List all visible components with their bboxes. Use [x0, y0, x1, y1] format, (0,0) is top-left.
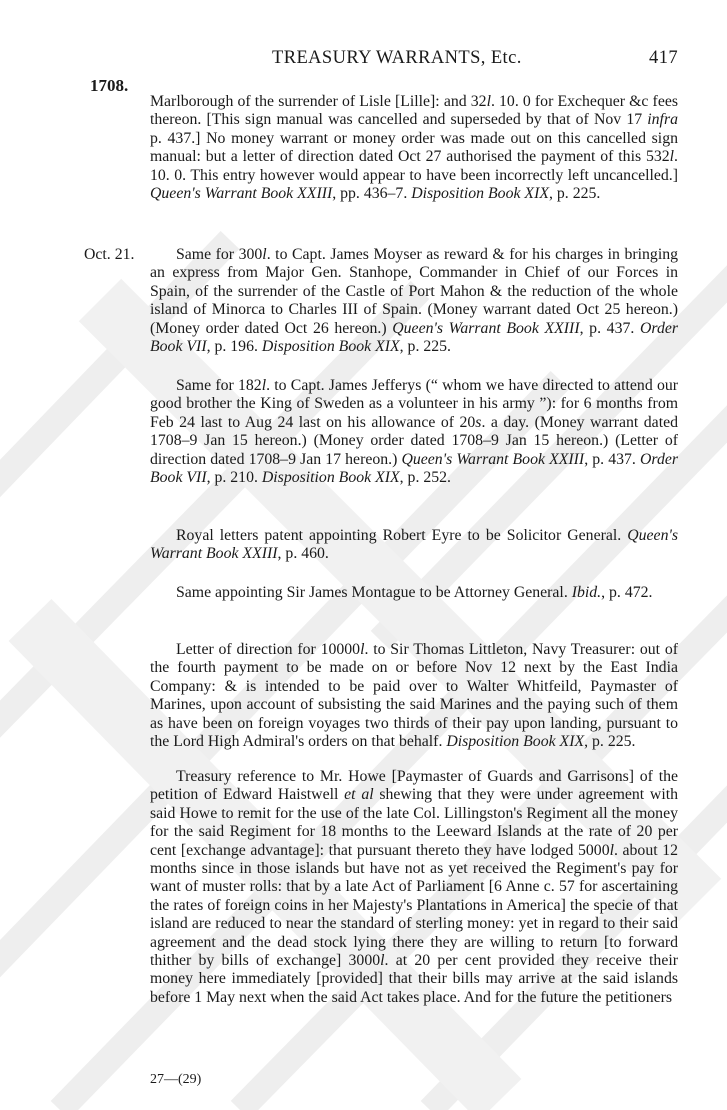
italic-text: Disposition Book XIX — [261, 338, 400, 356]
text-run: , p. 472. — [601, 584, 653, 601]
text-run: Treasury reference to Mr. Howe [Paymaster of Guards and Garrisons] of the petition of Edward Haistwell — [150, 768, 678, 804]
margin-year: 1708. — [90, 76, 129, 95]
text-run: Letter of direction for 10000 — [176, 641, 361, 658]
text-run: . to Sir Thomas Littleton, Navy Treasurer: out of the fourth payment to be made on or before Nov 12 next by the East India Company: & is intended to be paid over to Walter Whitfeild, Paymaster of Marines, upon account of subsisting the said Marines and the paying such of them as have been on foreign voyages two thirds of their pay upon landing, pursuant to the Lord High Admiral's orders on that behalf. — [150, 641, 678, 751]
text-run: , p. 225. — [399, 338, 451, 356]
italic-text: infra — [647, 111, 678, 129]
text-run: . 10. 0. This entry however would appear to have been incorrectly left uncancelled.] — [150, 148, 678, 184]
text-run: . about 12 months since in those islands but have not as yet received the Regiment's pay for want of muster rolls: that by a late Act of Parliament [6 Anne c. 57 for ascertaining the rates of foreign coins in her Majesty's Plantations in America] the specie of that island are reduced to near the standard of sterling money: yet in regard to their said agreement and the dead stock lying there they are willing to return [to forward thither by bills of exchange] 3000 — [150, 841, 678, 970]
entry-paragraph — [150, 768, 678, 1007]
text-run: , p. 252. — [399, 469, 451, 487]
entry-paragraph — [150, 246, 678, 356]
text-run: , pp. 436–7. — [332, 185, 412, 203]
italic-text: l — [669, 148, 675, 166]
entry-paragraph — [150, 584, 678, 602]
entry-paragraph — [150, 377, 678, 487]
text-run: , p. 196. — [206, 338, 262, 356]
text-run: , p. 437. — [584, 450, 640, 468]
entry-paragraph — [150, 527, 678, 564]
italic-text: Disposition Book XIX — [261, 469, 400, 487]
italic-text: Queen's Warrant Book XXIII — [401, 450, 585, 468]
italic-text: Queen's Warrant Book XXIII — [150, 185, 333, 203]
italic-text: l — [261, 377, 267, 394]
text-run: . to Capt. James Jefferys (“ whom we have directed to attend our good brother the King of Sweden as a volunteer in his army ”): for 6 months from Feb 24 last to Aug 24 last on his allowance of 20 — [150, 377, 679, 431]
italic-text: l — [486, 93, 491, 110]
italic-text: Order Book VII — [150, 319, 678, 356]
text-run: Marlborough of the surrender of Lisle [Lille]: and 32 — [150, 93, 487, 110]
italic-text: Disposition Book XIX — [446, 733, 585, 751]
text-run: Same appointing Sir James Montague to be Attorney General. — [176, 584, 572, 601]
entry-paragraph — [150, 93, 678, 203]
text-run: . to Capt. James Moyser as reward & for his charges in bringing an express from Major Gen. Stanhope, Commander in Chief of our Forces in Spain, of the surrender of the Castle of Port Mahon & the reduction of the whole island of Minorca to Charles III of Spain. (Money warrant dated Oct 25 hereon.) (Money order dated Oct 26 hereon.) — [150, 246, 679, 337]
text-run: , p. 225. — [584, 733, 636, 751]
italic-text: l — [262, 246, 267, 263]
italic-text: Ibid. — [571, 584, 602, 601]
text-run: , p. 210. — [206, 469, 262, 487]
signature-mark: 27—(29) — [150, 1072, 202, 1087]
italic-text: Order Book VII — [150, 450, 678, 487]
text-run: Same for 300 — [176, 246, 263, 263]
text-run: p. 437.] No money warrant or money order was made out on this cancelled sign manual: but a letter of direction dated Oct 27 authorised the payment of this 532 — [150, 129, 678, 166]
text-run: , p. 437. — [579, 319, 640, 337]
italic-text: l — [609, 841, 614, 859]
page-number: 417 — [649, 48, 678, 68]
entry-date: Oct. 21. — [84, 246, 135, 263]
italic-text: Disposition Book XIX — [411, 185, 549, 203]
italic-text: l — [360, 641, 365, 658]
italic-text: s — [475, 413, 482, 431]
text-run: , p. 460. — [277, 545, 329, 563]
entry-paragraph — [150, 641, 678, 751]
italic-text: l — [380, 952, 385, 970]
text-run: , p. 225. — [549, 185, 601, 203]
italic-text: Queen's Warrant Book XXIII — [150, 527, 678, 563]
text-run: . a day. (Money warrant dated 1708–9 Jan 15 hereon.) (Money order dated 1708–9 Jan 15 hereon.) (Letter of direction dated 1708–9 Jan 17 hereon.) — [150, 413, 678, 468]
text-run: Same for 182 — [176, 377, 262, 394]
running-head-title: TREASURY WARRANTS, Etc. — [272, 48, 522, 68]
text-run: . 10. 0 for Exchequer &c fees thereon. [This sign manual was cancelled and superseded by that of Nov 17 — [150, 93, 678, 129]
italic-text: Queen's Warrant Book XXIII — [392, 319, 580, 337]
text-run: . at 20 per cent provided they receive their money here immediately [provided] that their bills may arrive at the said islands before 1 May next when the said Act takes place. And for the future the petitioners — [150, 952, 678, 1006]
italic-text: et al — [344, 786, 374, 804]
text-run: shewing that they were under agreement with said Howe to remit for the use of the late Col. Lillingston's Regiment all the money for the said Regiment for 18 months to the Leeward Islands at the rate of 20 per cent [exchange advantage]: that pursuant thereto they have lodged 5000 — [150, 786, 679, 859]
text-run: Royal letters patent appointing Robert Eyre to be Solicitor General. — [176, 527, 628, 544]
